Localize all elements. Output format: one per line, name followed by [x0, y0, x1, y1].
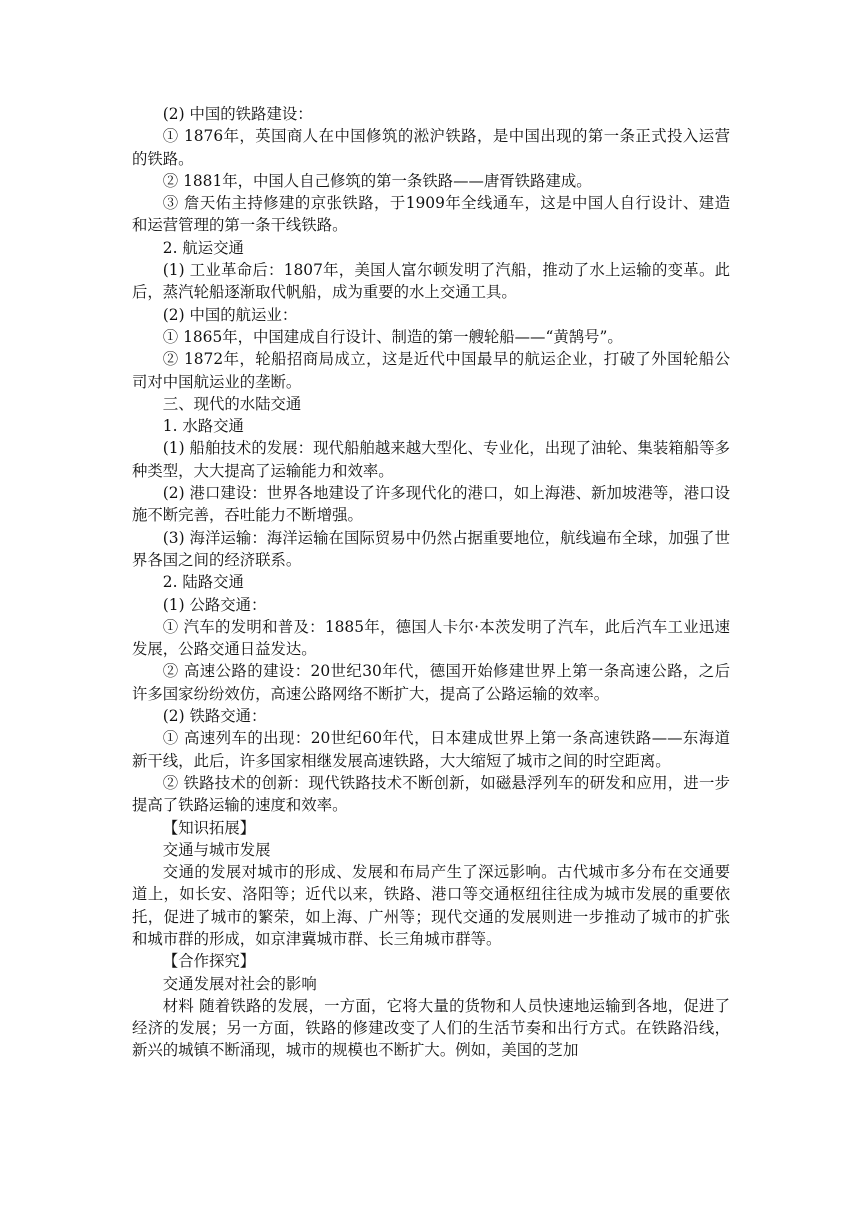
- list-item: ① 汽车的发明和普及：1885年，德国人卡尔·本茨发明了汽车，此后汽车工业迅速发展，公路交通日益发达。: [132, 617, 730, 659]
- list-item: ③ 詹天佑主持修建的京张铁路，于1909年全线通车，这是中国人自行设计、建造和运营管理的第一条干线铁路。: [132, 194, 730, 235]
- subheading-china-railway: (2) 中国的铁路建设：: [162, 105, 313, 123]
- paragraph: 交通的发展对城市的形成、发展和布局产生了深远影响。古代城市多分布在交通要道上，如长安、洛阳等；近代以来，铁路、港口等交通枢纽往往成为城市发展的重要依托，促进了城市的繁荣，如上海、广州等；现代交通的发展则进一步推动了城市的扩张和城市群的形成，如京津冀城市群、长三角城市群等。: [132, 863, 730, 948]
- list-item: ① 1876年，英国商人在中国修筑的淞沪铁路，是中国出现的第一条正式投入运营的铁路。: [132, 127, 730, 168]
- paragraph: (2) 港口建设：世界各地建设了许多现代化的港口，如上海港、新加坡港等，港口设施不断完善，吞吐能力不断增强。: [132, 484, 730, 525]
- list-item: ② 铁路技术的创新：现代铁路技术不断创新，如磁悬浮列车的研发和应用，进一步提高了铁路运输的速度和效率。: [132, 773, 730, 815]
- list-item: ① 1865年，中国建成自行设计、制造的第一艘轮船——“黄鹄号”。: [162, 327, 623, 346]
- box-heading-cooperative-inquiry: 【合作探究】: [162, 952, 256, 971]
- subheading-china-shipping: (2) 中国的航运业：: [162, 305, 298, 324]
- section-heading-water-transport: 1. 水路交通: [162, 417, 244, 436]
- topic-title: 交通发展对社会的影响: [162, 974, 317, 993]
- topic-title: 交通与城市发展: [162, 840, 271, 859]
- subheading-road-transport: (1) 公路交通：: [162, 595, 267, 614]
- list-item: ② 1872年，轮船招商局成立，这是近代中国最早的航运企业，打破了外国轮船公司对中国航运业的垄断。: [132, 350, 730, 391]
- section-heading-shipping: 2. 航运交通: [162, 238, 244, 257]
- subheading-rail-transport: (2) 铁路交通：: [162, 707, 267, 726]
- list-item: ② 1881年，中国人自己修筑的第一条铁路——唐胥铁路建成。: [162, 171, 592, 190]
- document-body: [132, 103, 730, 1062]
- list-item: ② 高速公路的建设：20世纪30年代，德国开始修建世界上第一条高速公路，之后许多国家纷纷效仿，高速公路网络不断扩大，提高了公路运输的效率。: [132, 662, 730, 703]
- material-paragraph: 材料 随着铁路的发展，一方面，它将大量的货物和人员快速地运输到各地，促进了经济的发展；另一方面，铁路的修建改变了人们的生活节奏和出行方式。在铁路沿线，新兴的城镇不断涌现，城市的规模也不断扩大。例如，美国的芝加: [132, 996, 730, 1060]
- list-item: ① 高速列车的出现：20世纪60年代，日本建成世界上第一条高速铁路——东海道新干线，此后，许多国家相继发展高速铁路，大大缩短了城市之间的时空距离。: [132, 729, 730, 770]
- paragraph: (3) 海洋运输：海洋运输在国际贸易中仍然占据重要地位，航线遍布全球，加强了世界各国之间的经济联系。: [132, 528, 730, 569]
- paragraph: (1) 工业革命后：1807年，美国人富尔顿发明了汽船，推动了水上运输的变革。此后，蒸汽轮船逐渐取代帆船，成为重要的水上交通工具。: [132, 261, 730, 302]
- section-heading-land-transport: 2. 陆路交通: [162, 573, 244, 592]
- chapter-heading-modern-transport: 三、现代的水陆交通: [162, 394, 302, 413]
- box-heading-knowledge-extension: 【知识拓展】: [162, 818, 256, 837]
- paragraph: (1) 船舶技术的发展：现代船舶越来越大型化、专业化，出现了油轮、集装箱船等多种类型，大大提高了运输能力和效率。: [132, 439, 730, 480]
